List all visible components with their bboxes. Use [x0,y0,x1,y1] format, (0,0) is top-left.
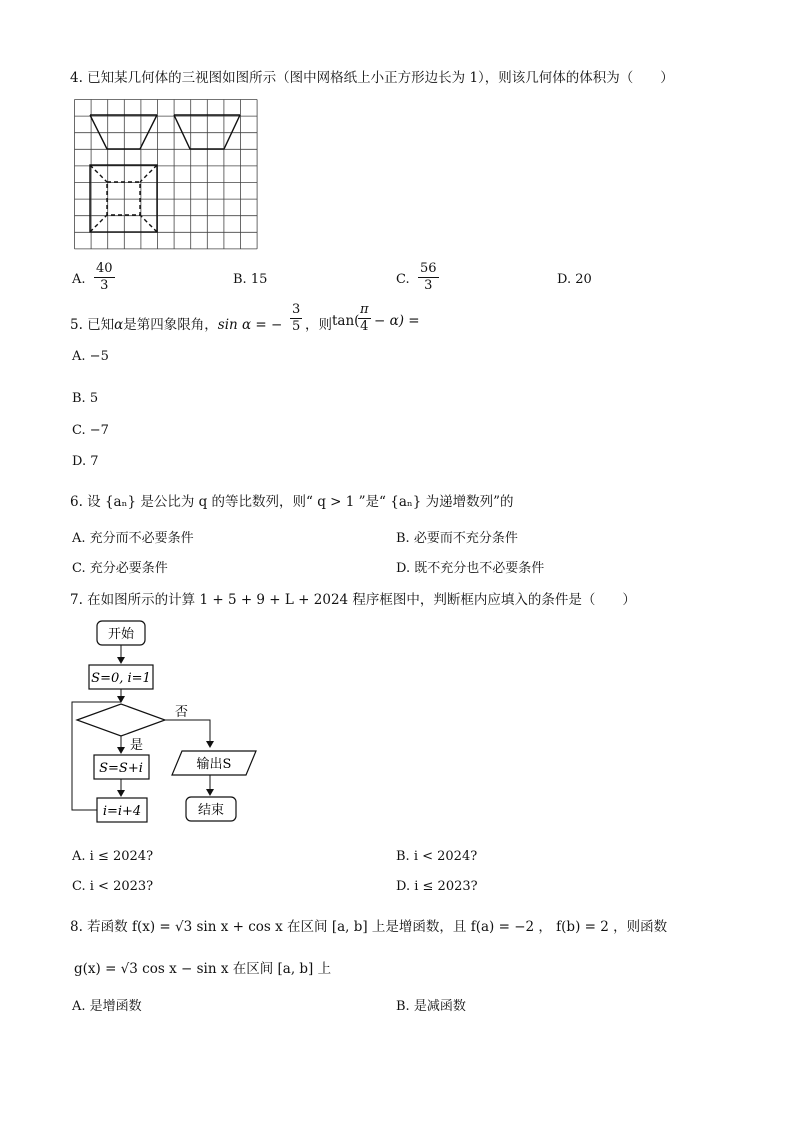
q8-line2: g(x) = √3 cos x − sin x 在区间 [a, b] 上 [74,961,332,977]
q6-stem: 6. 设 {aₙ} 是公比为 q 的等比数列，则“ q > 1 ”是“ {aₙ} 为递增数列”的 [70,494,514,510]
q5-option-c-letter: C. [72,423,86,438]
q4-option-b-text: 15 [250,272,268,287]
front-view [90,115,157,149]
q6-option-c-text: 充分必要条件 [89,561,168,576]
q6-option-a-text: 充分而不必要条件 [89,531,194,546]
q6-option-b-letter: B. [396,531,410,546]
q5-option-c[interactable] [72,423,109,438]
q4-option-a-fraction[interactable] [94,261,115,294]
q6-option-d[interactable] [396,557,544,576]
q7-option-c[interactable] [72,879,153,894]
q8-option-a-text: 是增函数 [89,999,142,1014]
q5-prefix: 5. 已知 [70,317,115,333]
q4-option-a-den: 3 [100,278,109,293]
q4-option-a-letter[interactable]: A. [72,272,86,287]
q7-option-d[interactable] [396,879,478,894]
q5-sin-fraction [290,302,302,335]
q6-option-b[interactable] [396,527,518,546]
q4-option-d[interactable] [557,272,592,287]
q6-option-a[interactable] [72,527,194,546]
q4-stem: 4. 已知某几何体的三视图如图所示（图中网格纸上小正方形边长为 1），则该几何体的体积为（ ） [70,70,674,86]
q5-alpha: α [114,317,124,333]
q6-option-a-letter: A. [72,531,86,546]
q7-option-b[interactable] [396,849,477,864]
q8-option-b-letter: B. [396,999,410,1014]
q5-four: 4 [360,319,369,334]
q5-option-b-letter: B. [72,391,86,406]
q7-option-b-text: i < 2024? [413,849,478,864]
flow-no-label: 否 [175,705,189,720]
q6-option-c-letter: C. [72,561,86,576]
q5-option-d-letter: D. [72,454,87,469]
top-view [90,165,157,232]
q5-frac-num: 3 [292,302,301,317]
q4-option-d-text: 20 [575,272,592,287]
q8-option-a-letter: A. [72,999,86,1014]
q6-option-d-text: 既不充分也不必要条件 [414,561,545,576]
q6-option-d-letter: D. [396,561,411,576]
q6-option-c[interactable] [72,557,168,576]
q5-option-c-text: −7 [89,423,109,438]
flow-output-label: 输出S [196,757,232,772]
q4-option-a-num: 40 [96,261,113,276]
q5-frac-den: 5 [292,319,301,334]
flowchart [70,617,270,835]
q4-option-c-den: 3 [424,278,433,293]
q8-option-b-text: 是减函数 [413,999,466,1014]
q4-option-c-fraction[interactable] [418,261,439,294]
q7-option-a[interactable] [72,849,153,864]
q5-option-b[interactable] [72,391,98,406]
flow-update-i-label: i=i+4 [102,804,142,819]
q5-option-d[interactable] [72,454,99,469]
q8-line1: 8. 若函数 f(x) = √3 sin x + cos x 在区间 [a, b] 上是增函数，且 f(a) = −2 ， f(b) = 2 ，则函数 [70,919,668,935]
flow-update-s-label: S=S+i [99,761,143,776]
q5-option-a-letter: A. [72,349,86,364]
q7-option-a-text: i ≤ 2024? [89,849,154,864]
grid-lines [75,100,258,249]
flow-init-label: S=0, i=1 [91,671,151,686]
q6-option-b-text: 必要而不充分条件 [413,531,518,546]
q5-option-a-text: −5 [89,349,109,364]
q7-option-d-text: i ≤ 2023? [414,879,478,894]
flow-end-label: 结束 [197,803,225,818]
q5-pi: π [360,302,369,317]
q7-option-a-letter: A. [72,849,86,864]
flow-decision-diamond [77,704,165,736]
q5-stem-prefix [70,313,282,333]
q5-then: ，则 [305,317,332,333]
q5-pi-fraction [358,302,371,335]
flow-start-label: 开始 [107,627,135,642]
flow-yes-label: 是 [130,738,144,753]
q7-stem: 7. 在如图所示的计算 1 + 5 + 9 + L + 2024 程序框图中，判断框内应填入的条件是（ ） [70,592,636,608]
q7-option-d-letter: D. [396,879,411,894]
q4-option-c-letter[interactable]: C. [396,272,410,287]
q7-option-c-text: i < 2023? [89,879,154,894]
three-view-grid-figure [74,99,261,251]
q5-tan-suffix: − α) = [374,313,420,329]
q7-option-c-letter: C. [72,879,86,894]
q5-sin-expr: sin α = − [217,317,283,333]
q4-option-d-letter: D. [557,272,572,287]
q5-tan-prefix: tan( [332,313,360,329]
q4-option-b-letter: B. [233,272,247,287]
q5-mid: 是第四象限角， [123,317,218,333]
q7-option-b-letter: B. [396,849,410,864]
q5-option-a[interactable] [72,349,109,364]
q4-option-b[interactable] [233,272,267,287]
q5-option-d-text: 7 [90,454,99,469]
q5-option-b-text: 5 [89,391,99,406]
q8-option-a[interactable] [72,995,142,1014]
q4-option-c-num: 56 [420,261,437,276]
q8-option-b[interactable] [396,995,466,1014]
